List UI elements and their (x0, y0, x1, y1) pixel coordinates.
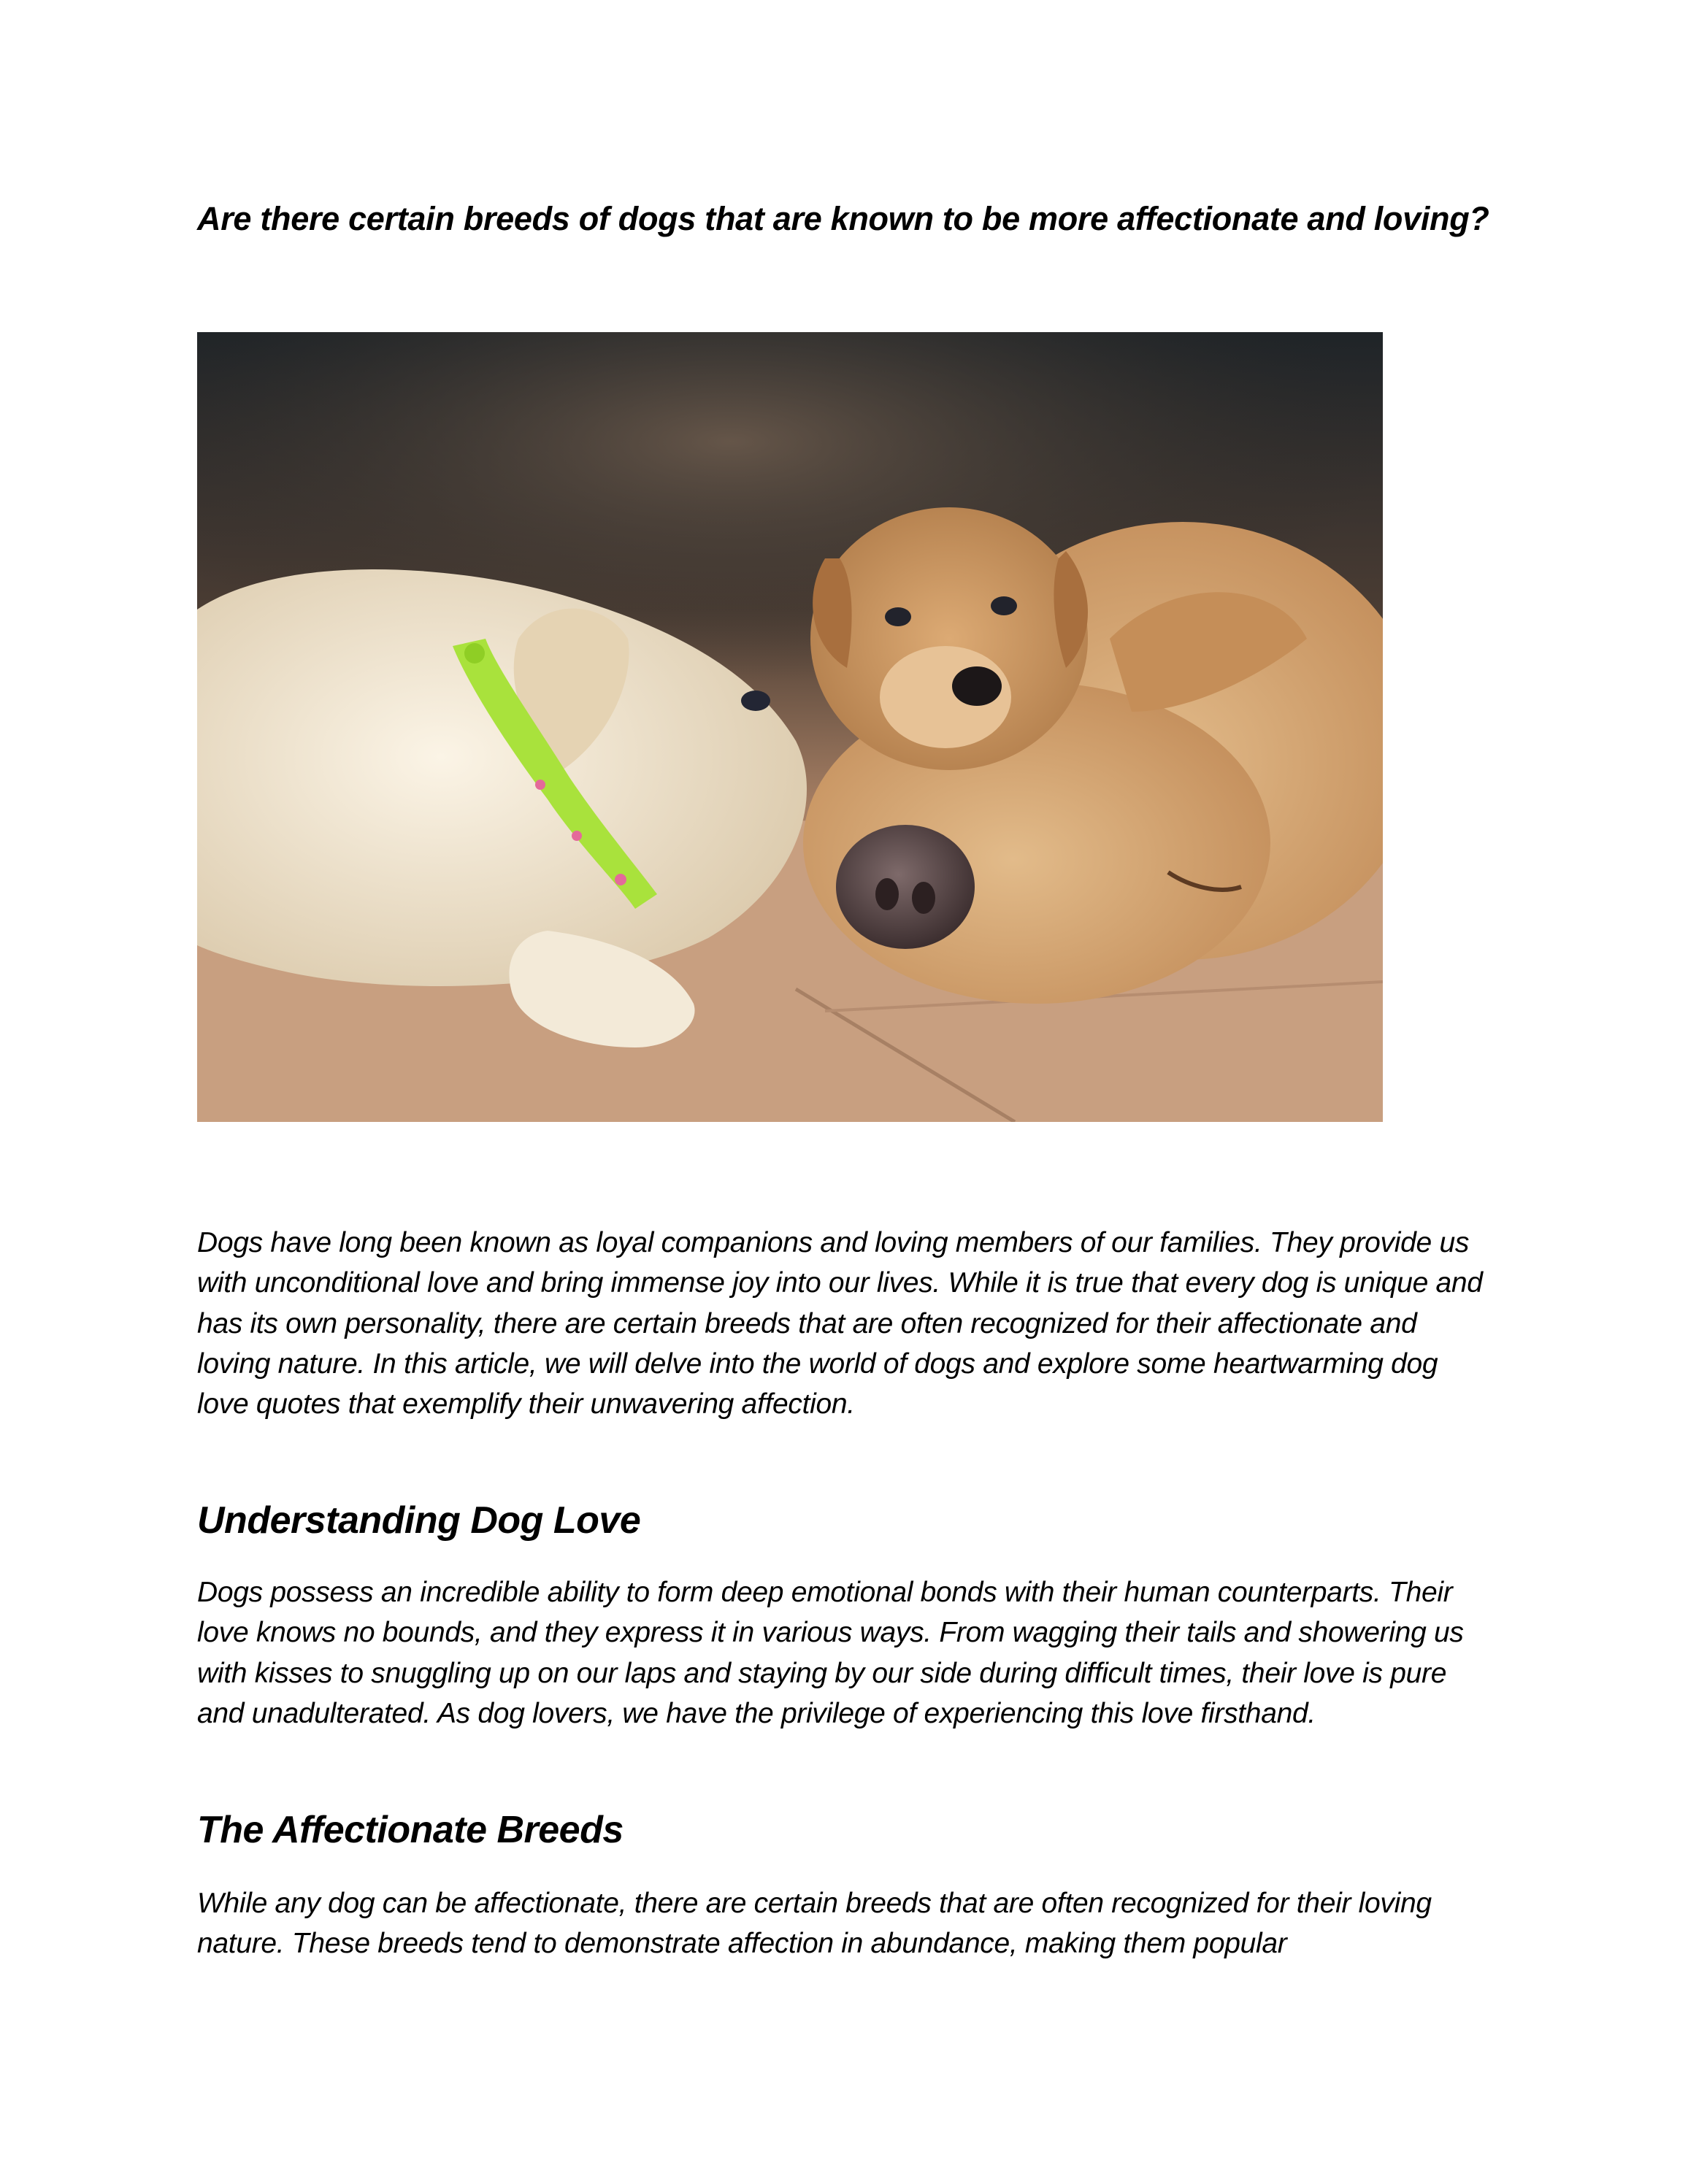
adult-dog-nose (836, 825, 975, 949)
golden-puppy-nose (952, 666, 1002, 706)
golden-puppy-eye-right (991, 596, 1017, 615)
cream-puppy-eye (741, 691, 770, 711)
dog-photo (197, 332, 1383, 1122)
dog-photo-illustration (197, 332, 1383, 1122)
golden-puppy-eye-left (885, 607, 911, 626)
section-heading-affectionate-breeds: The Affectionate Breeds (197, 1809, 624, 1851)
document-title: Are there certain breeds of dogs that are known to be more affectionate and loving? (197, 200, 1489, 237)
section-body-affectionate-breeds: While any dog can be affectionate, there are certain breeds that are often recognized for their loving nature. These breeds tend to demonstrate affection in abundance, making them popular (197, 1888, 1432, 1960)
intro-paragraph: Dogs have long been known as loyal companions and loving members of our families. They provide us with unconditional love and bring immense joy into our lives. While it is true that every dog is unique and has its own personality, there are certain breeds that are often recognized for their affectionate and loving nature. In this article, we will delve into the world of dogs and explore some heartwarming dog love quotes that exemplify their unwavering affection. (197, 1227, 1483, 1420)
section-heading-understanding-dog-love: Understanding Dog Love (197, 1499, 641, 1542)
section-body-understanding-dog-love: Dogs possess an incredible ability to form deep emotional bonds with their human counterparts. Their love knows no bounds, and they express it in various ways. From wagging their tails and showering us with kisses to snuggling up on our laps and staying by our side during difficult times, their love is pure and unadulterated. As dog lovers, we have the privilege of experiencing this love firsthand. (197, 1577, 1464, 1729)
